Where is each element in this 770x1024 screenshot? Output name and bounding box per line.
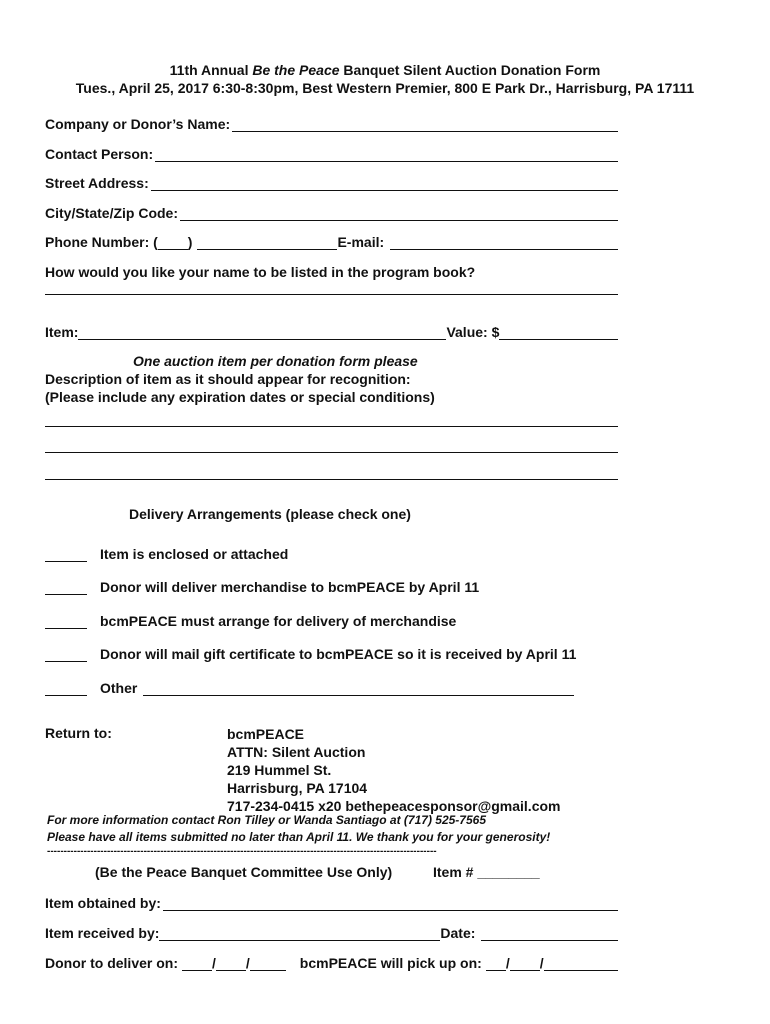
city-state-zip-field[interactable]: City/State/Zip Code: — [45, 205, 618, 221]
delivery-option-bcmpeace-arrange[interactable]: bcmPEACE must arrange for delivery of merchandise — [45, 613, 456, 629]
description-line[interactable] — [45, 426, 618, 427]
area-code-field[interactable] — [158, 235, 188, 250]
event-details: Tues., April 25, 2017 6:30-8:30pm, Best Western Premier, 800 E Park Dr., Harrisburg, PA 17111 — [75, 80, 695, 96]
event-name: Be the Peace — [252, 62, 340, 78]
item-note: One auction item per donation form please — [133, 353, 418, 369]
return-address: bcmPEACE ATTN: Silent Auction 219 Hummel St. Harrisburg, PA 17104 717-234-0415 x20 bethepeacesponsor@gmail.com — [227, 726, 561, 814]
checkbox-blank[interactable] — [45, 549, 87, 562]
donor-deliver-date[interactable] — [250, 956, 286, 971]
item-value-row[interactable]: Item: Value: $ — [45, 324, 618, 340]
delivery-dates-row[interactable]: Donor to deliver on: / / bcmPEACE will pick up on: / / — [45, 955, 618, 971]
info-note: For more information contact Ron Tilley or Wanda Santiago at (717) 525-7565 — [47, 813, 486, 827]
checkbox-blank[interactable] — [45, 616, 87, 629]
street-field[interactable]: Street Address: — [45, 175, 618, 191]
listing-answer-line[interactable] — [45, 294, 618, 295]
checkbox-blank[interactable] — [45, 582, 87, 595]
description-line[interactable] — [45, 479, 618, 480]
deadline-note: Please have all items submitted no later than April 11. We thank you for your generosity! — [47, 830, 551, 844]
other-field[interactable] — [143, 681, 574, 696]
item-number-field[interactable]: Item # ________ — [433, 864, 540, 880]
checkbox-blank[interactable] — [45, 683, 87, 696]
delivery-option-donor-deliver[interactable]: Donor will deliver merchandise to bcmPEACE by April 11 — [45, 579, 479, 595]
checkbox-blank[interactable] — [45, 649, 87, 662]
delivery-option-gift-certificate[interactable]: Donor will mail gift certificate to bcmPEACE so it is received by April 11 — [45, 646, 576, 662]
phone-field[interactable] — [197, 235, 337, 250]
phone-email-row[interactable]: Phone Number: ( ) E-mail: — [45, 234, 618, 250]
date-field[interactable] — [481, 926, 618, 941]
delivery-option-enclosed[interactable]: Item is enclosed or attached — [45, 546, 288, 562]
contact-field[interactable]: Contact Person: — [45, 146, 618, 162]
item-field[interactable] — [78, 325, 446, 340]
item-obtained-field[interactable]: Item obtained by: — [45, 895, 618, 911]
delivery-option-other[interactable]: Other — [45, 680, 574, 696]
form-title: 11th Annual Be the Peace Banquet Silent Auction Donation Form — [169, 62, 601, 78]
contact-phone-email: 717-234-0415 x20 bethepeacesponsor@gmail.com — [227, 798, 561, 814]
description-line[interactable] — [45, 452, 618, 453]
listing-question: How would you like your name to be listed in the program book? — [45, 264, 476, 280]
pickup-date[interactable] — [544, 956, 618, 971]
committee-heading: (Be the Peace Banquet Committee Use Only) — [95, 864, 393, 880]
description-label: Description of item as it should appear for recognition: — [45, 371, 411, 387]
item-received-date-row[interactable]: Item received by: Date: — [45, 925, 618, 941]
return-to-label: Return to: — [45, 725, 112, 741]
item-received-field[interactable] — [159, 926, 440, 941]
cut-separator: --------------------------------------------------------------------------------------------------------------------- — [47, 846, 437, 857]
description-note: (Please include any expiration dates or special conditions) — [45, 389, 435, 405]
delivery-heading: Delivery Arrangements (please check one) — [129, 506, 411, 522]
email-field[interactable] — [390, 235, 618, 250]
value-field[interactable] — [499, 325, 618, 340]
company-field[interactable]: Company or Donor’s Name: — [45, 116, 618, 132]
